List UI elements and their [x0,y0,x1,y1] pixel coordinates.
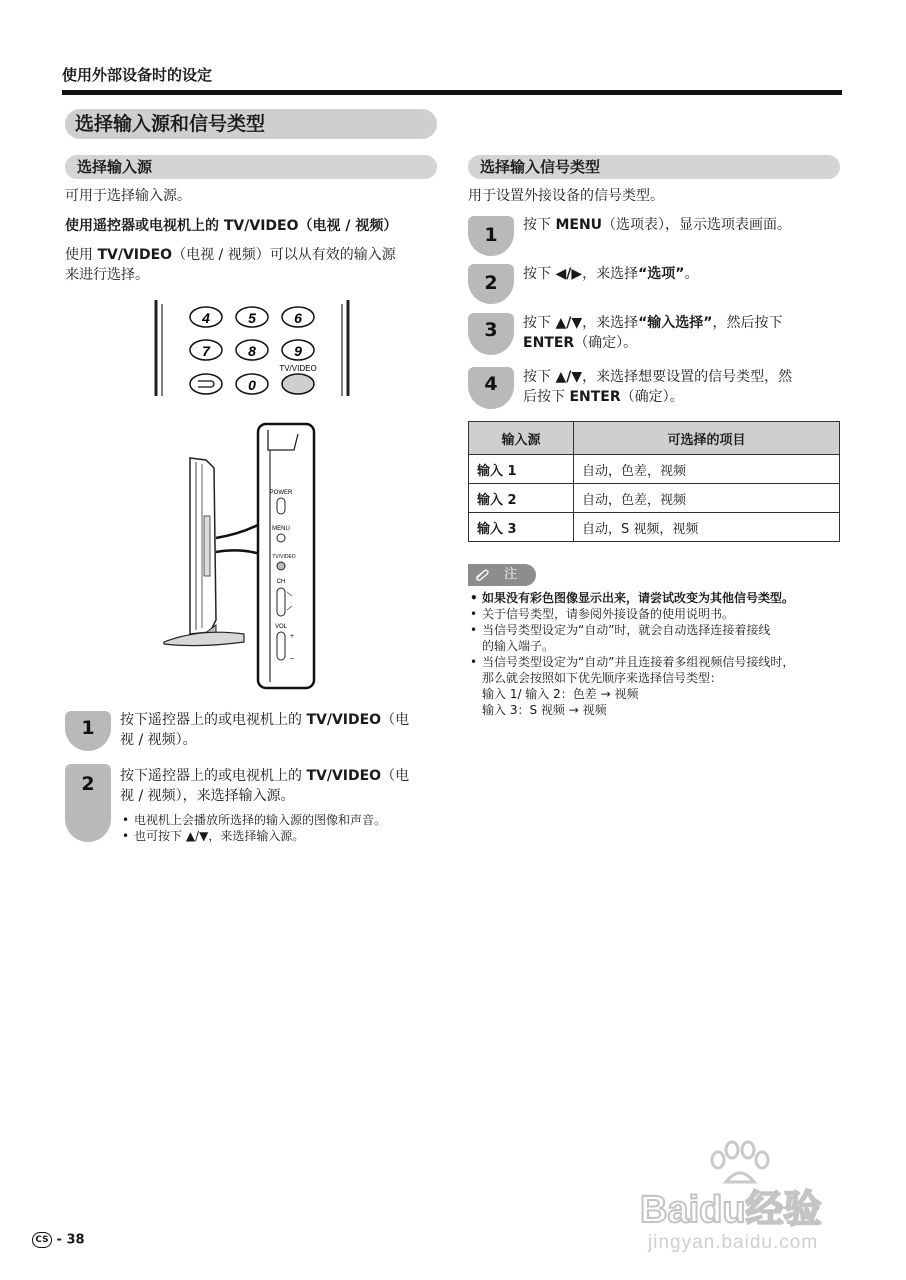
right-step-2-bold2: “选项” [638,266,685,282]
table-header-cell: 输入源 [469,422,574,455]
right-step-3-text [523,313,843,353]
svg-text:6: 6 [294,310,302,326]
key-5 [236,307,268,327]
left-step-2-text [120,766,440,806]
note-item-2: • 关于信号类型，请参阅外接设备的使用说明书。 [470,607,735,621]
right-step-4-line2-post: （确定）。 [620,389,684,405]
watermark [640,1140,880,1270]
right-step-4-badge: 4 [468,367,514,409]
right-step-2-pre: 按下 [523,266,556,282]
right-step-3-post: ，然后按下 [712,315,783,331]
flashback-key [190,374,222,394]
watermark-url: jingyan.baidu.com [648,1232,819,1253]
method-text-pre: 使用 [65,247,98,263]
list-item: • 也可按下 ▲/▼，来选择输入源。 [120,828,450,844]
power-label: POWER [269,490,293,496]
svg-text:7: 7 [202,343,210,359]
left-step-1-text [120,710,440,750]
left-step-1-badge: 1 [65,711,111,751]
right-step-4-line2-pre: 后按下 [523,389,570,405]
right-step-4-post: ，来选择想要设置的信号类型，然 [582,369,793,385]
right-step-1-bold: MENU [555,217,603,233]
table-cell: 输入 3 [469,513,574,542]
method-text-bold: TV/VIDEO [97,247,173,263]
left-step-1-pre: 按下遥控器上的或电视机上的 [120,712,307,728]
watermark-logo: Baidu经验 [640,1189,822,1231]
key-6 [282,307,314,327]
right-step-2-badge: 2 [468,264,514,304]
right-step-4-bold: ▲/▼ [555,369,583,385]
right-step-3-line2-bold: ENTER [523,335,575,351]
note-item-2-text: 关于信号类型，请参阅外接设备的使用说明书。 [482,607,735,621]
note-priority-1: 输入 1/ 输入 2：色差 → 视频 [482,687,639,701]
right-step-1-text [523,215,843,235]
right-step-4-line2-bold: ENTER [569,389,621,405]
signal-type-table [468,421,840,542]
header-rule [62,90,842,95]
svg-text:8: 8 [248,343,256,359]
right-step-3-line2-post: （确定）。 [574,335,638,351]
note-label: 注 [504,567,518,582]
method-text-line2: 来进行选择。 [65,267,149,283]
svg-text:5: 5 [248,310,256,326]
right-subtitle: 选择输入信号类型 [468,155,840,179]
svg-text:–: – [290,655,294,662]
tvvideo-key [282,374,314,394]
method-text-post: （电视 / 视频）可以从有效的输入源 [172,247,396,263]
note-item-4-cont: 那么就会按照如下优先顺序来选择信号类型： [482,671,723,685]
svg-text:0: 0 [248,377,256,393]
method-heading: 使用遥控器或电视机上的 TV/VIDEO（电视 / 视频） [65,218,398,234]
right-step-4-pre: 按下 [523,369,556,385]
method-text [65,245,440,285]
right-step-1-pre: 按下 [523,217,556,233]
note-item-3-text: 当信号类型设定为“自动”时，就会自动选择连接着接线 [482,623,771,637]
note-item-3-cont: 的输入端子。 [482,639,555,653]
note-list [468,590,848,718]
right-step-2-post2: 。 [684,266,699,282]
right-step-3-bold2: “输入选择” [638,315,713,331]
table-cell: 自动，色差，视频 [574,455,840,484]
right-step-3-badge: 3 [468,313,514,355]
key-0 [236,374,268,394]
table-cell: 输入 1 [469,455,574,484]
page-title: 选择输入源和信号类型 [65,109,437,139]
tvvideo-label: TV/VIDEO [272,554,296,560]
right-step-2-post: ，来选择 [582,266,639,282]
svg-text:4: 4 [202,310,210,326]
menu-label: MENU [272,526,290,532]
language-badge: CS [32,1232,52,1248]
page-number-text: - 38 [56,1232,85,1248]
left-step-2-badge: 2 [65,764,111,842]
svg-text:9: 9 [294,343,302,359]
right-step-2-text [523,264,843,284]
key-4 [190,307,222,327]
left-step-1-line2: 视 / 视频）。 [120,732,197,748]
left-step-2-post: （电 [381,768,410,784]
note-item-4-text: 当信号类型设定为“自动”并且连接着多组视频信号接线时， [482,655,795,669]
table-cell: 自动，色差，视频 [574,484,840,513]
table-row [469,455,840,484]
list-item: • 电视机上会播放所选择的输入源的图像和声音。 [120,812,450,828]
table-cell: 输入 2 [469,484,574,513]
right-step-2-bold: ◀/▶ [555,266,583,282]
table-cell: 自动，S 视频，视频 [574,513,840,542]
note-item-3: • 当信号类型设定为“自动”时，就会自动选择连接着接线 [470,623,771,637]
section-label: 使用外部设备时的设定 [62,66,213,84]
table-header-row [469,422,840,455]
left-subtitle: 选择输入源 [65,155,437,179]
left-step-2-pre: 按下遥控器上的或电视机上的 [120,768,307,784]
right-step-1-badge: 1 [468,216,514,256]
note-item-4: • 当信号类型设定为“自动”并且连接着多组视频信号接线时， [470,655,795,669]
table-header-cell: 可选择的项目 [574,422,840,455]
tvvideo-key-label: TV/VIDEO [279,364,317,373]
left-step-2-bold: TV/VIDEO [306,768,382,784]
right-step-1-post: （选项表），显示选项表画面。 [602,217,792,233]
ch-label: CH [276,579,286,585]
left-step-1-bold: TV/VIDEO [306,712,382,728]
right-step-3-bold: ▲/▼ [555,315,583,331]
remote-illustration [150,296,355,402]
right-intro: 用于设置外接设备的信号类型。 [468,188,664,204]
table-row [469,513,840,542]
right-step-3-pre: 按下 [523,315,556,331]
key-9 [282,340,314,360]
key-8 [236,340,268,360]
page-number [32,1232,85,1248]
left-step-2-bullets [120,812,450,844]
note-item-1: • 如果没有彩色图像显示出来，请尝试改变为其他信号类型。 [470,591,795,605]
table-row [469,484,840,513]
left-step-2-line2: 视 / 视频），来选择输入源。 [120,788,295,804]
note-item-1-text: 如果没有彩色图像显示出来，请尝试改变为其他信号类型。 [482,591,795,605]
left-step-1-post: （电 [381,712,410,728]
right-step-4-text [523,367,843,407]
svg-text:+: + [290,633,295,640]
left-intro: 可用于选择输入源。 [65,188,191,204]
right-step-3-mid: ，来选择 [582,315,639,331]
key-7 [190,340,222,360]
tv-side-illustration [160,420,320,692]
note-tag [468,564,536,586]
note-priority-2: 输入 3：S 视频 → 视频 [482,703,607,717]
paperclip-icon [474,568,490,582]
vol-label: VOL [274,624,288,630]
